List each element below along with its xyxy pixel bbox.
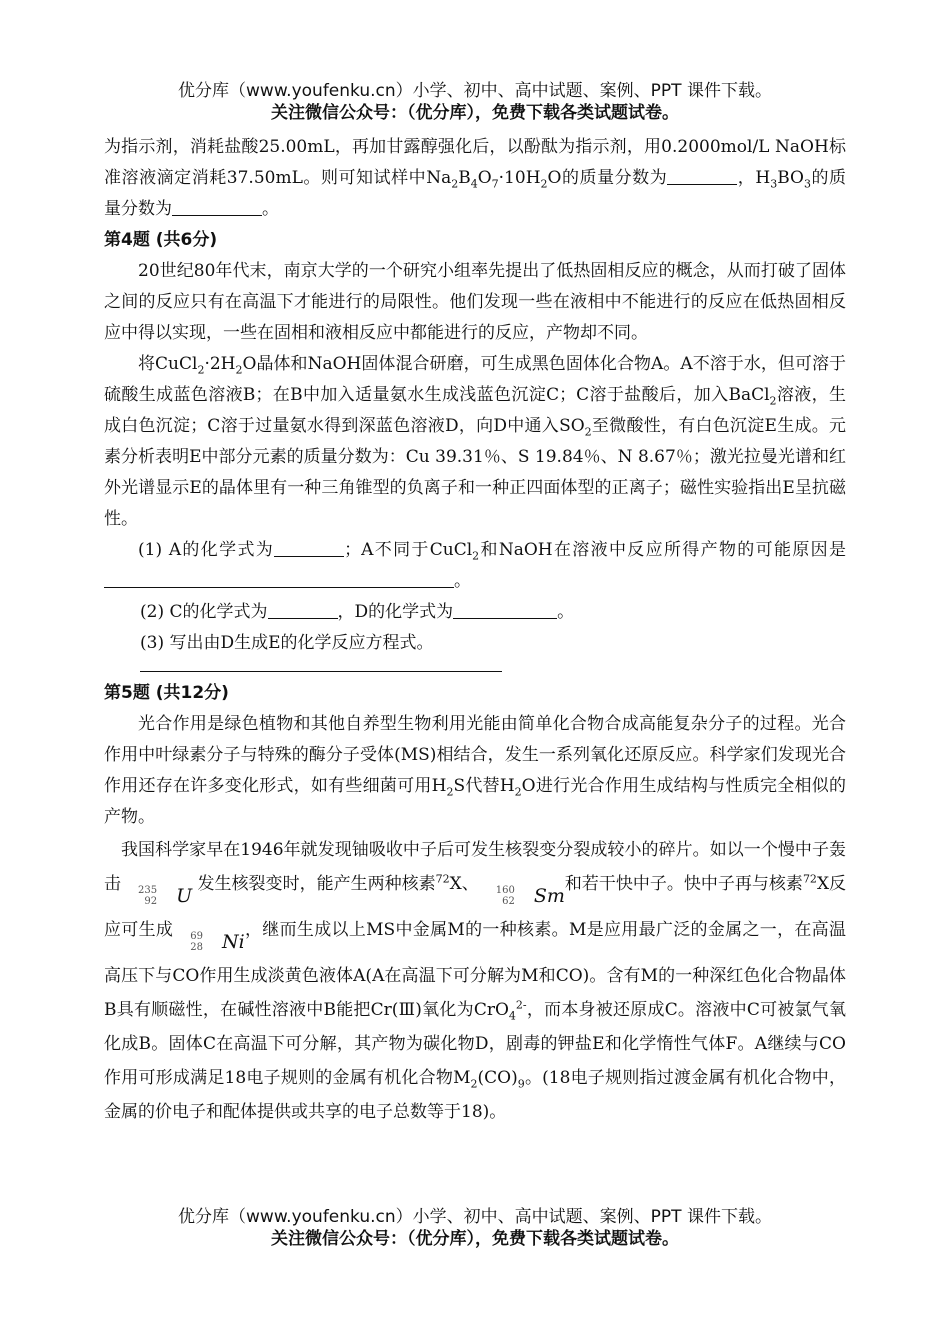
question-3-tail: 为指示剂，消耗盐酸25.00mL，再加甘露醇强化后，以酚酞为指示剂，用0.2000mol/L NaOH标准溶液滴定消耗37.50mL。则可知试样中$Na_2B_4O_7\cdot 10H_2O$的质量分数为 ，$H_3BO_3$的质量分数为 。 [104,137,847,219]
question-4-paragraph-2: 将$CuCl_2\cdot 2H_2O$晶体和NaOH固体混合研磨，可生成黑色固体化合物A。A不溶于水，但可溶于硫酸生成蓝色溶液B；在B中加入适量氨水生成浅蓝色沉淀C；C溶于盐酸后，加入BaCl$_2$溶液，生成白色沉淀；C溶于过量氨水得到深蓝色溶液D，向D中通入$SO_2$至微酸性，有白色沉淀E生成。元素分析表明E中部分元素的质量分数为：Cu 39.31％、S 19.84％、N 8.67％；激光拉曼光谱和红外光谱显示E的晶体里有一种三角锥型的负离子和一种正四面体型的正离子；磁性实验指出E呈抗磁性。 [104,354,847,529]
question-4-subquestion-2: (2) C的化学式为 ，D的化学式为 。 [140,602,575,622]
uranium-nuclide: 235 92 U [138,885,193,907]
question-4-subquestion-3: (3) 写出由D生成E的化学反应方程式。 [140,633,434,653]
header-line-1: 优分库（www.youfenku.cn）小学、初中、高中试题、案例、PPT 课件下载。 [178,81,772,101]
question-5-paragraph-1: 光合作用是绿色植物和其他自养型生物利用光能由简单化合物合成高能复杂分子的过程。光合作用中叶绿素分子与特殊的酶分子受体(MS)相结合，发生一系列氧化还原反应。科学家们发现光合作用还存在许多变化形式，如有些细菌可用$H_2S$代替$H_2O$进行光合作用生成结构与性质完全相似的产物。 [104,714,846,827]
question-4-paragraph-1: 20世纪80年代末，南京大学的一个研究小组率先提出了低热固相反应的概念，从而打破了固体之间的反应只有在高温下才能进行的局限性。他们发现一些在液相中不能进行的反应在低热固相反应中得以实现，一些在固相和液相反应中都能进行的反应，产物却不同。 [104,261,846,343]
answer-blank[interactable] [268,601,338,619]
answer-blank[interactable] [453,601,557,619]
answer-blank[interactable] [274,539,344,557]
question-5-heading: 第5题 (共12分) [104,683,229,703]
page-header [0,80,950,124]
footer-line-1: 优分库（www.youfenku.cn）小学、初中、高中试题、案例、PPT 课件下载。 [178,1207,772,1227]
samarium-nuclide: 160 62 Sm [495,885,565,907]
nickel-nuclide: 69 28 Ni [190,931,245,953]
question-4-subquestion-1: (1) A的化学式为 ；A不同于CuCl$_2$和NaOH在溶液中反应所得产物的可能原因是。 [104,535,846,597]
question-4-heading: 第4题 (共6分) [104,230,218,250]
answer-blank[interactable] [667,167,737,185]
q3-text: 为指示剂，消耗盐酸25.00mL，再加甘露醇强化后，以酚酞为指示剂，用0.2000mol/L NaOH标准溶液滴定消耗37.50mL。则可知试样中Na [104,137,846,188]
footer-line-2: 关注微信公众号：（优分库），免费下载各类试题试卷。 [271,1229,679,1249]
page-footer [0,1206,950,1250]
document-body [104,132,846,1129]
answer-blank[interactable] [172,198,262,216]
answer-line[interactable] [140,671,502,672]
question-5-paragraph-2: 我国科学家早在1946年就发现铀吸收中子后可发生核裂变分裂成较小的碎片。如以一个慢中子轰击 235 92 U 发生核裂变时，能产生两种核素$^{72}$X、 160 62 Sm 和若干快中子。快中子再与核素$^{72}$X反应可生成 69 28 Ni ，继而生成以上MS中金属M的一种核素。M是应用最广泛的金属之一，在高温高压下与CO作用生成淡黄色液体A(A在高温下可分解为M和CO)。含有M的一种深红色化合物晶体B具有顺磁性，在碱性溶液中B能把Cr(Ⅲ)氧化为CrO$_4^{2-}$，而本身被还原成C。溶液中C可被氯气氧化成B。固体C在高温下可分解，其产物为碳化物D，剧毒的钾盐E和化学惰性气体F。A继续与CO作用可形成满足18电子规则的金属有机化合物$M_2(CO)_9$。(18电子规则指过渡金属有机化合物中，金属的价电子和配体提供或共享的电子总数等于18)。 [104,840,847,1122]
answer-blank[interactable] [104,570,454,588]
header-line-2: 关注微信公众号：（优分库），免费下载各类试题试卷。 [271,103,679,123]
